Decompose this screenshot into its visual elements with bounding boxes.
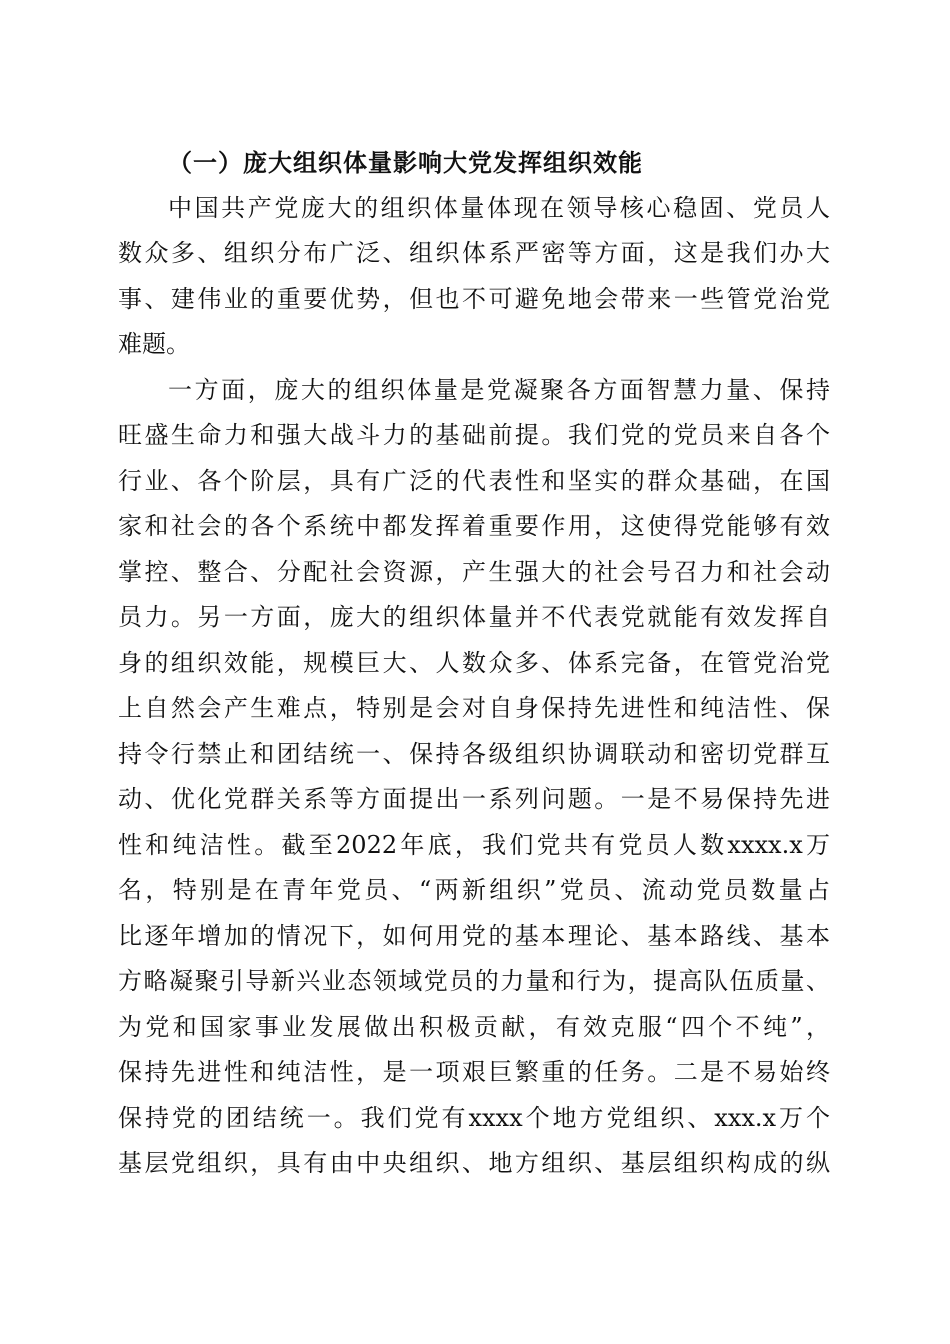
paragraph-line: 事、建伟业的重要优势，但也不可避免地会带来一些管党治党	[118, 284, 830, 313]
paragraph-line: 员力。另一方面，庞大的组织体量并不代表党就能有效发挥自	[118, 603, 830, 631]
paragraph-line: 性和纯洁性。截至2022年底，我们党共有党员人数xxxx.x万	[118, 830, 830, 859]
paragraph-line: 名，特别是在青年党员、“两新组织”党员、流动党员数量占	[118, 876, 830, 904]
paragraph-line: 保持先进性和纯洁性，是一项艰巨繁重的任务。二是不易始终	[118, 1058, 830, 1086]
paragraph-line: 比逐年增加的情况下，如何用党的基本理论、基本路线、基本	[118, 921, 830, 950]
document-body	[118, 140, 830, 1187]
paragraph-line: 家和社会的各个系统中都发挥着重要作用，这使得党能够有效	[118, 512, 830, 540]
paragraph-1	[118, 186, 830, 368]
paragraph-line: 基层党组织，具有由中央组织、地方组织、基层组织构成的纵	[118, 1149, 830, 1177]
paragraph-line: 保持党的团结统一。我们党有xxxx个地方党组织、xxx.x万个	[118, 1103, 830, 1132]
section-heading: （一）庞大组织体量影响大党发挥组织效能	[168, 148, 643, 177]
paragraph-line: 上自然会产生难点，特别是会对自身保持先进性和纯洁性、保	[118, 694, 830, 722]
paragraph-line: 持令行禁止和团结统一、保持各级组织协调联动和密切党群互	[118, 739, 830, 768]
paragraph-line: 为党和国家事业发展做出积极贡献，有效克服“四个不纯”，	[118, 1012, 830, 1041]
paragraph-line: 动、优化党群关系等方面提出一系列问题。一是不易保持先进	[118, 785, 830, 813]
paragraph-line: 方略凝聚引导新兴业态领域党员的力量和行为，提高队伍质量、	[118, 967, 830, 995]
paragraph-line: 身的组织效能，规模巨大、人数众多、体系完备，在管党治党	[118, 648, 830, 677]
paragraph-line: 难题。	[118, 330, 190, 358]
paragraph-line: 数众多、组织分布广泛、组织体系严密等方面，这是我们办大	[118, 239, 830, 267]
paragraph-line: 行业、各个阶层，具有广泛的代表性和坚实的群众基础，在国	[118, 466, 830, 495]
paragraph-line: 一方面，庞大的组织体量是党凝聚各方面智慧力量、保持	[168, 375, 830, 404]
paragraph-line: 掌控、整合、分配社会资源，产生强大的社会号召力和社会动	[118, 557, 830, 586]
paragraph-line: 旺盛生命力和强大战斗力的基础前提。我们党的党员来自各个	[118, 421, 830, 449]
paragraph-2	[118, 368, 830, 1187]
paragraph-line: 中国共产党庞大的组织体量体现在领导核心稳固、党员人	[168, 193, 830, 222]
